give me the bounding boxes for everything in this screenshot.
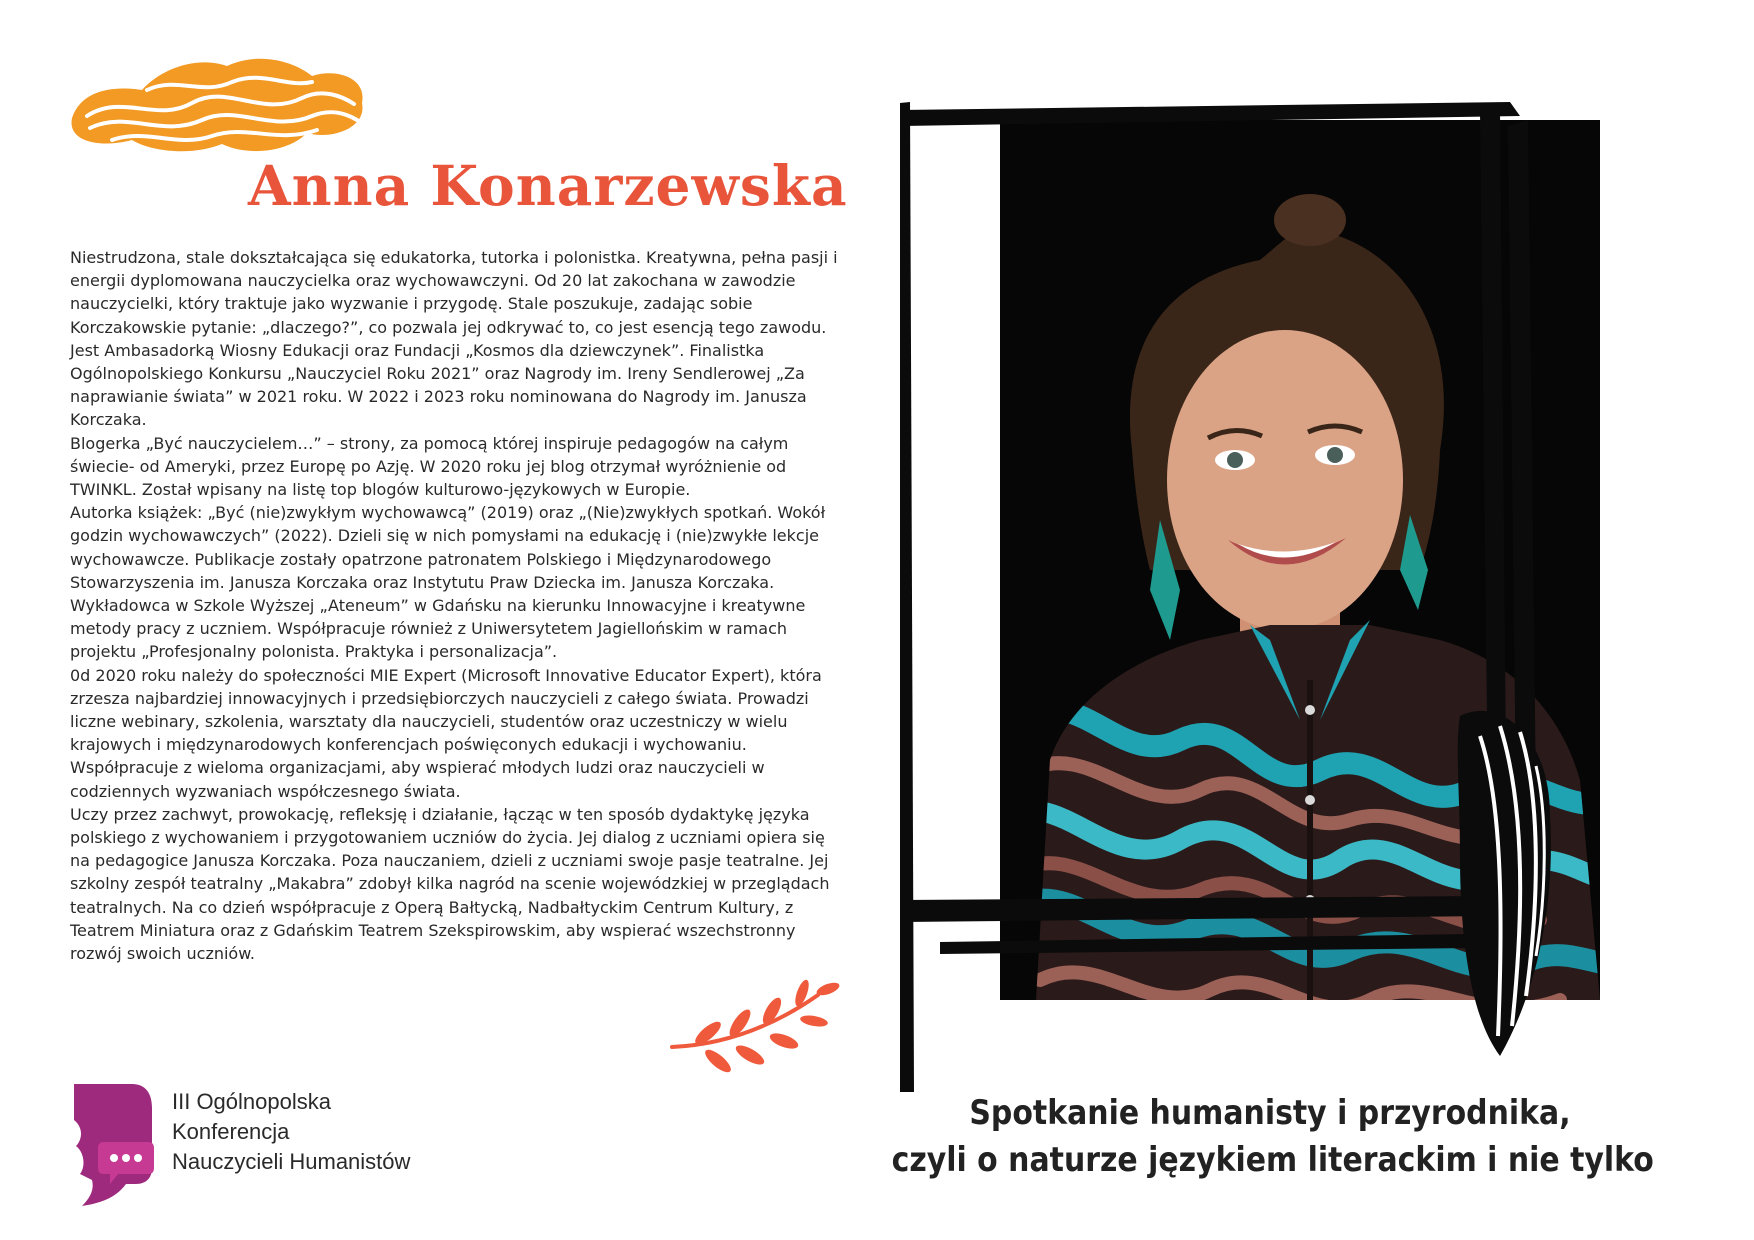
logo-line: Konferencja xyxy=(172,1119,290,1144)
bio-paragraph: Blogerka „Być nauczycielem…” – strony, za pomocą której inspiruje pedagogów na całym świecie- od Ameryki, przez Europę po Azję. W 2020 roku jej blog otrzymał wyróżnienie od TWINKL. Został wpisany na listę top blogów kulturowo-językowych w Europie. xyxy=(70,433,789,500)
bio-paragraph: Uczy przez zachwyt, prowokację, refleksję i działanie, łącząc w ten sposób dydaktykę języka polskiego z wychowaniem i przygotowaniem uczniów do życia. Jej dialog z uczniami opiera się na pedagogice Janusza Korczaka. Poza nauczaniem, dzieli z uczniami swoje pasje teatralne. Jej szkolny zespół teatralny „Makabra” zdobył kilka nagród na scenie wojewódzkiej w przeglądach teatralnych. Na co dzień współpracuje z Operą Bałtycką, Nadbałtyckim Centrum Kultury, z Teatrem Miniatura oraz z Gdańskim Teatrem Szekspirowskim, aby wspierać wszechstronny rozwój swoich uczniów. xyxy=(70,804,830,964)
striped-pod-decoration xyxy=(1458,711,1551,1056)
conference-logo-text xyxy=(172,1087,410,1177)
talk-title-line: czyli o naturze językiem literackim i nie tylko xyxy=(891,1140,1654,1180)
bio-paragraph: 0d 2020 roku należy do społeczności MIE Expert (Microsoft Innovative Educator Expert), która zrzesza najbardziej innowacyjnych i przedsiębiorczych nauczycieli z całego świata. Prowadzi liczne webinary, szkolenia, warsztaty dla nauczycieli, studentów oraz uczestniczy w wielu krajowych i międzynarodowych konferencjach poświęconych edukacji i wychowaniu. Współpracuje z wieloma organizacjami, aby wspierać młodych ludzi oraz nauczycieli w codziennych wyzwaniach współczesnego świata. xyxy=(70,665,822,801)
talk-title xyxy=(891,1090,1654,1184)
speech-head-logo-icon xyxy=(70,1080,156,1208)
brush-frame-decoration xyxy=(900,96,1720,1096)
talk-title-line: Spotkanie humanisty i przyrodnika, xyxy=(969,1093,1571,1133)
bio-text xyxy=(70,246,846,965)
bio-paragraph: Jest Ambasadorką Wiosny Edukacji oraz Fundacji „Kosmos dla dziewczynek”. Finalistka Ogólnopolskiego Konkursu „Nauczyciel Roku 2021” oraz Nagrody im. Ireny Sendlerowej „Za naprawianie świata” w 2021 roku. W 2022 i 2023 roku nominowana do Nagrody im. Janusza Korczaka. xyxy=(70,340,807,430)
bio-paragraph: Niestrudzona, stale dokształcająca się edukatorka, tutorka i polonistka. Kreatywna, pełna pasji i energii dyplomowana nauczycielka oraz wychowawczyni. Od 20 lat zakochana w zawodzie nauczycielki, który traktuje jako wyzwanie i przygodę. Stale poszukuje, zadając sobie Korczakowskie pytanie: „dlaczego?”, co pozwala jej odkrywać to, co jest esencją tego zawodu. xyxy=(70,248,838,337)
person-name: Anna Konarzewska xyxy=(248,153,848,218)
bio-paragraph: Autorka książek: „Być (nie)zwykłym wychowawcą” (2019) oraz „(Nie)zwykłych spotkań. Wokół godzin wychowawczych” (2022). Dzieli się w nich pomysłami na edukację i (nie)zwykłe lekcje wychowawcze. Publikacje zostały opatrzone patronatem Polskiego i Międzynarodowego Stowarzyszenia im. Janusza Korczaka oraz Instytutu Praw Dziecka im. Janusza Korczaka. xyxy=(70,503,826,592)
leaf-branch-icon xyxy=(668,975,844,1075)
orange-wave-decoration xyxy=(62,48,374,158)
logo-line: Nauczycieli Humanistów xyxy=(172,1149,411,1174)
bio-paragraph: Wykładowca w Szkole Wyższej „Ateneum” w Gdańsku na kierunku Innowacyjne i kreatywne metody pracy z uczniem. Współpracuje również z Uniwersytetem Jagiellońskim w ramach projektu „Profesjonalny polonista. Praktyka i personalizacja”. xyxy=(70,596,806,662)
logo-line: III Ogólnopolska xyxy=(172,1089,331,1114)
